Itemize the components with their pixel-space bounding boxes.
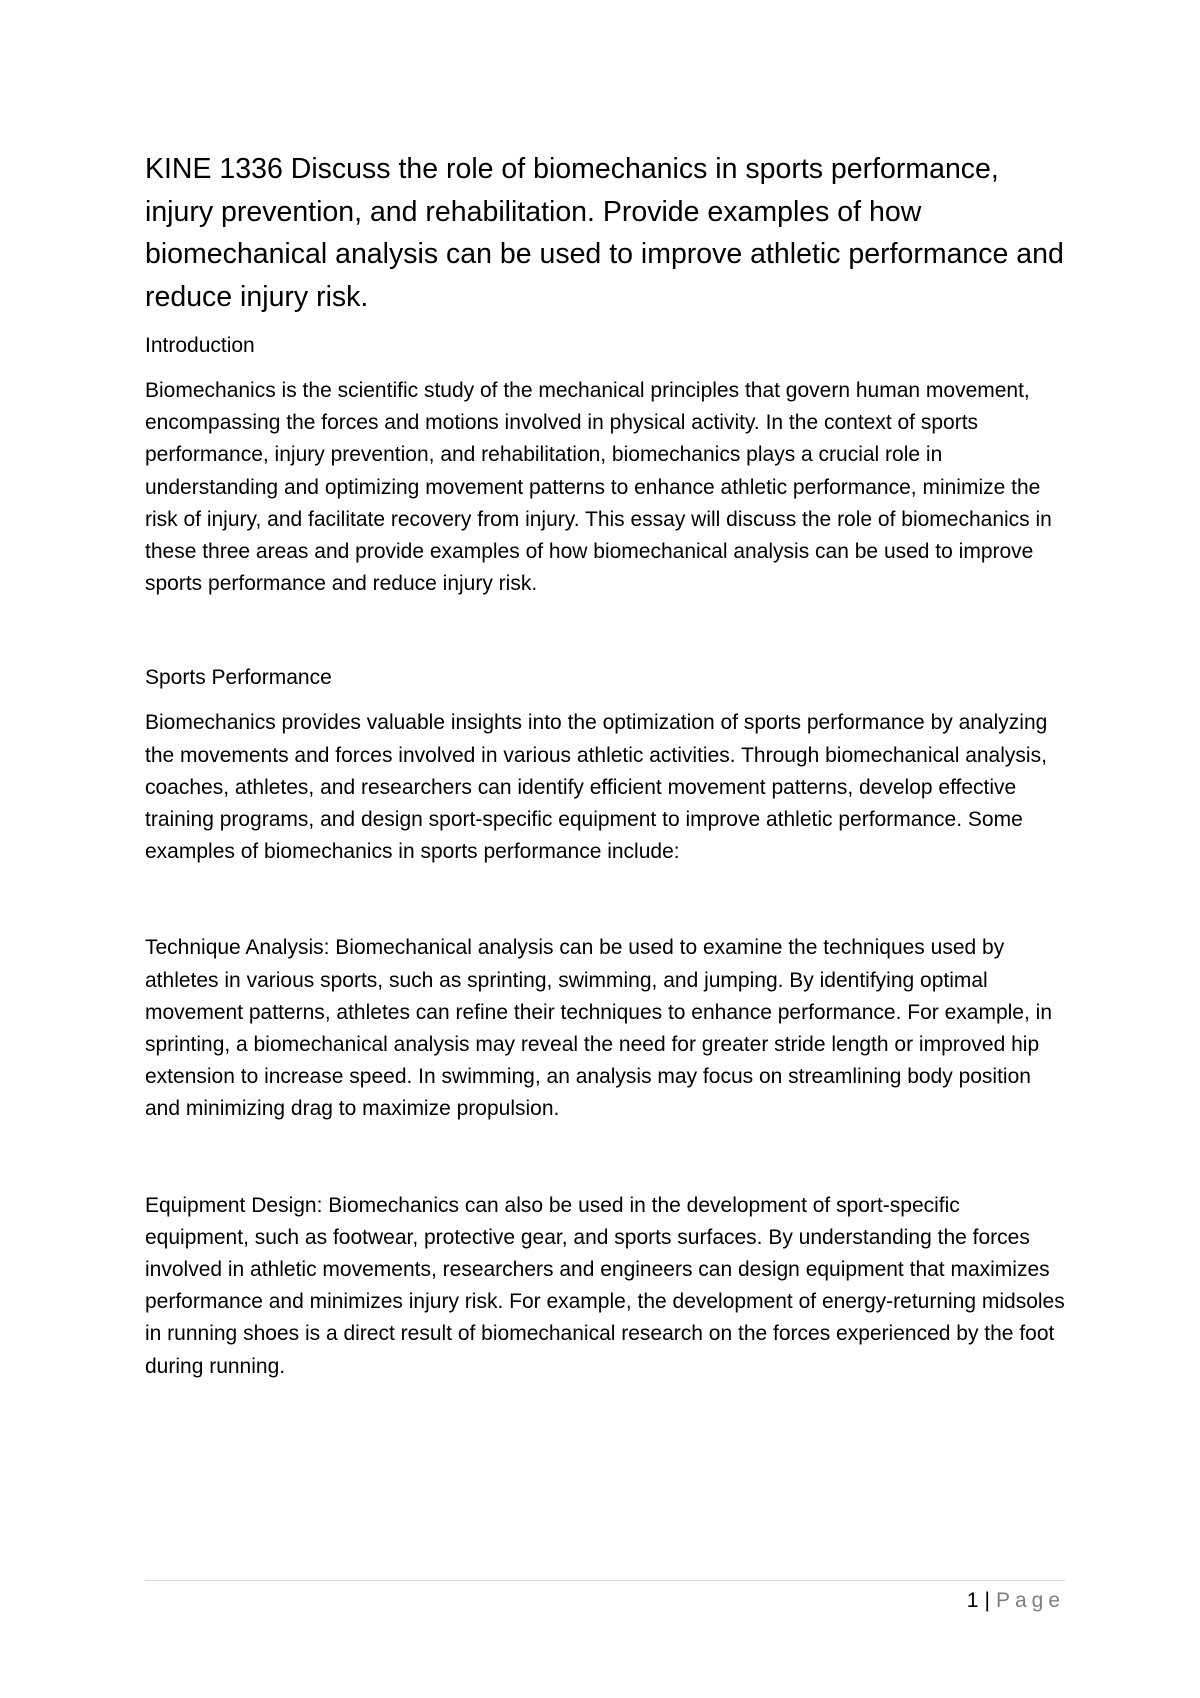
- page-footer: [967, 1586, 1065, 1616]
- document-body: [145, 148, 1065, 1383]
- paragraph-technique-analysis: Technique Analysis: Biomechanical analysis can be used to examine the techniques used by athletes in various sports, such as sprinting, swimming, and jumping. By identifying optimal movement patterns, athletes can refine their techniques to enhance performance. For example, in sprinting, a biomechanical analysis may reveal the need for greater stride length or improved hip extension to increase speed. In swimming, an analysis may focus on streamlining body position and minimizing drag to maximize propulsion.: [145, 936, 1052, 1121]
- paragraph-introduction: Biomechanics is the scientific study of the mechanical principles that govern human movement, encompassing the forces and motions involved in physical activity. In the context of sports performance, injury prevention, and rehabilitation, biomechanics plays a crucial role in understanding and optimizing movement patterns to enhance athletic performance, minimize the risk of injury, and facilitate recovery from injury. This essay will discuss the role of biomechanics in these three areas and provide examples of how biomechanical analysis can be used to improve sports performance and reduce injury risk.: [145, 379, 1052, 596]
- page-separator: |: [984, 1589, 990, 1612]
- paragraph-sports-performance: Biomechanics provides valuable insights into the optimization of sports performance by analyzing the movements and forces involved in various athletic activities. Through biomechanical analysis, coaches, athletes, and researchers can identify efficient movement patterns, develop effective training programs, and design sport-specific equipment to improve athletic performance. Some examples of biomechanics in sports performance include:: [145, 711, 1048, 864]
- paragraph-equipment-design: Equipment Design: Biomechanics can also be used in the development of sport-specific equipment, such as footwear, protective gear, and sports surfaces. By understanding the forces involved in athletic movements, researchers and engineers can design equipment that maximizes performance and minimizes injury risk. For example, the development of energy-returning midsoles in running shoes is a direct result of biomechanical research on the forces experienced by the foot during running.: [145, 1193, 1065, 1378]
- document-title: KINE 1336 Discuss the role of biomechanics in sports performance, injury prevention, and rehabilitation. Provide examples of how biomechanical analysis can be used to improve athletic performance and reduce injury risk.: [145, 153, 1064, 313]
- section-heading-sports-performance: Sports Performance: [145, 666, 332, 690]
- page-number: 1: [966, 1589, 979, 1612]
- page-label: Page: [995, 1589, 1065, 1612]
- section-heading-introduction: Introduction: [145, 334, 255, 357]
- footer-divider: [145, 1580, 1065, 1581]
